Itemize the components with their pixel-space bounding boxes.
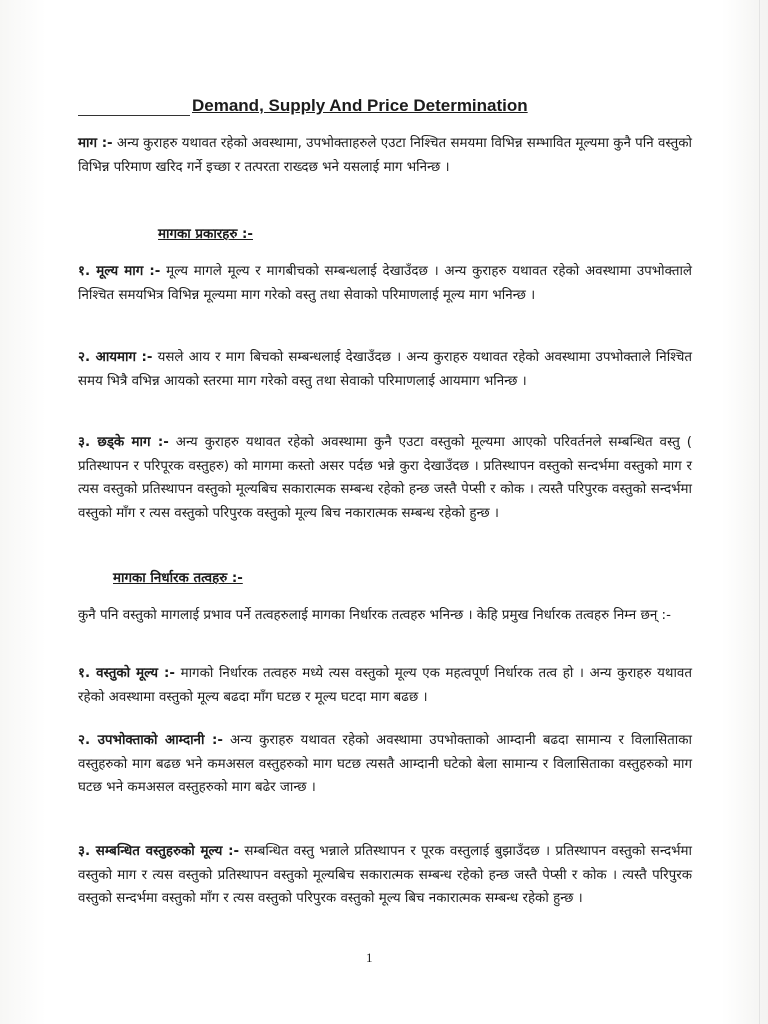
title-rule (78, 115, 190, 116)
type-text-1: मूल्य मागले मूल्य र मागबीचको सम्बन्धलाई देखाउँदछ । अन्य कुराहरु यथावत रहेको अवस्थामा उपभोक्ताले निश्चित समयभित्र विभिन्न मूल्यमा माग गरेको वस्तु तथा सेवाको परिमाणलाई मूल्य माग भनिन्छ । (78, 264, 692, 303)
type-term-3: ३. छड्के माग :- (78, 435, 169, 450)
determinant-term-3: ३. सम्बन्धित वस्तुहरुको मूल्य :- (78, 844, 240, 859)
type-paragraph-2 (78, 346, 692, 393)
determinant-paragraph-2 (78, 729, 692, 800)
title-row (78, 96, 678, 120)
determinant-text-2: अन्य कुराहरु यथावत रहेको अवस्थामा उपभोक्ताको आम्दानी बढदा सामान्य र विलासिताका वस्तुहरुको माग बढछ भने कमअसल वस्तुहरुको माग घटछ त्यसतै आम्दानी घटेको बेला सामान्य र विलासिताका वस्तुहरुको माग घटछ भने कमअसल वस्तुहरुको माग बढेर जान्छ । (78, 733, 692, 795)
page-title: Demand, Supply And Price Determination (192, 96, 528, 115)
determinants-heading: मागका निर्धारक तत्वहरु :- (113, 571, 243, 586)
determinant-term-1: १. वस्तुको मूल्य :- (78, 666, 175, 681)
determinant-paragraph-3 (78, 840, 692, 911)
type-text-3: अन्य कुराहरु यथावत रहेको अवस्थामा कुनै एउटा वस्तुको मूल्यमा आएको परिवर्तनले सम्बन्धित वस्तु ( प्रतिस्थापन र परिपूरक वस्तुहरु) को मागमा कस्तो असर पर्दछ भन्ने कुरा देखाउँदछ । प्रतिस्थापन वस्तुको सन्दर्भमा वस्तुको माग र त्यस वस्तुको प्रतिस्थापन वस्तुको मूल्यबिच सकारात्मक सम्बन्ध रहेको हन्छ जस्तै पेप्सी र कोक । त्यस्तै परिपुरक वस्तुको सन्दर्भमा वस्तुको माँग र त्यस वस्तुको परिपुरक वस्तुको मूल्य बिच नकारात्मक सम्बन्ध रहेको हुन्छ । (78, 435, 692, 521)
page-number: 1 (366, 950, 373, 965)
intro-text: अन्य कुराहरु यथावत रहेको अवस्थामा, उपभोक्ताहरुले एउटा निश्चित समयमा विभिन्न सम्भावित मूल्यमा कुनै पनि वस्तुको विभिन्न परिमाण खरिद गर्ने इच्छा र तत्परता राख्दछ भने यसलाई माग भनिन्छ । (78, 136, 693, 175)
type-term-2: २. आयमाग :- (78, 350, 153, 365)
page-edge (759, 0, 760, 1024)
type-text-2: यसले आय र माग बिचको सम्बन्धलाई देखाउँदछ । अन्य कुराहरु यथावत रहेको अवस्थामा उपभोक्ताले निश्चित समय भित्रै वभिन्न आयको स्तरमा माग गरेको वस्तु तथा सेवाको परिमाणलाई आयमाग भनिन्छ । (78, 350, 692, 389)
determinant-text-3: सम्बन्धित वस्तु भन्नाले प्रतिस्थापन र पूरक वस्तुलाई बुझाउँदछ । प्रतिस्थापन वस्तुको सन्दर्भमा वस्तुको माग र त्यस वस्तुको प्रतिस्थापन वस्तुको मूल्यबिच सकारात्मक सम्बन्ध रहेको हन्छ जस्तै पेप्सी र कोक । त्यस्तै परिपुरक वस्तुको सन्दर्भमा वस्तुको माँग र त्यस वस्तुको परिपुरक वस्तुको मूल्य बिच नकारात्मक सम्बन्ध रहेको हुन्छ । (78, 844, 692, 906)
type-term-1: १. मूल्य माग :- (78, 264, 161, 279)
intro-paragraph (78, 132, 692, 179)
type-paragraph-1 (78, 260, 692, 307)
types-heading: मागका प्रकारहरु :- (158, 227, 253, 242)
type-paragraph-3 (78, 431, 692, 525)
determinant-text-1: मागको निर्धारक तत्वहरु मध्ये त्यस वस्तुको मूल्य एक महत्वपूर्ण निर्धारक तत्व हो । अन्य कुराहरु यथावत रहेको अवस्थामा वस्तुको मूल्य बढदा माँग घटछ र मूल्य घटदा माग बढछ । (78, 666, 693, 705)
determinant-paragraph-1 (78, 662, 692, 709)
determinant-term-2: २. उपभोक्ताको आम्दानी :- (78, 733, 223, 748)
determinants-intro: कुनै पनि वस्तुको मागलाई प्रभाव पर्ने तत्वहरुलाई मागका निर्धारक तत्वहरु भनिन्छ । केहि प्रमुख निर्धारक तत्वहरु निम्न छन् :- (78, 608, 671, 623)
intro-term: माग :- (78, 136, 113, 151)
